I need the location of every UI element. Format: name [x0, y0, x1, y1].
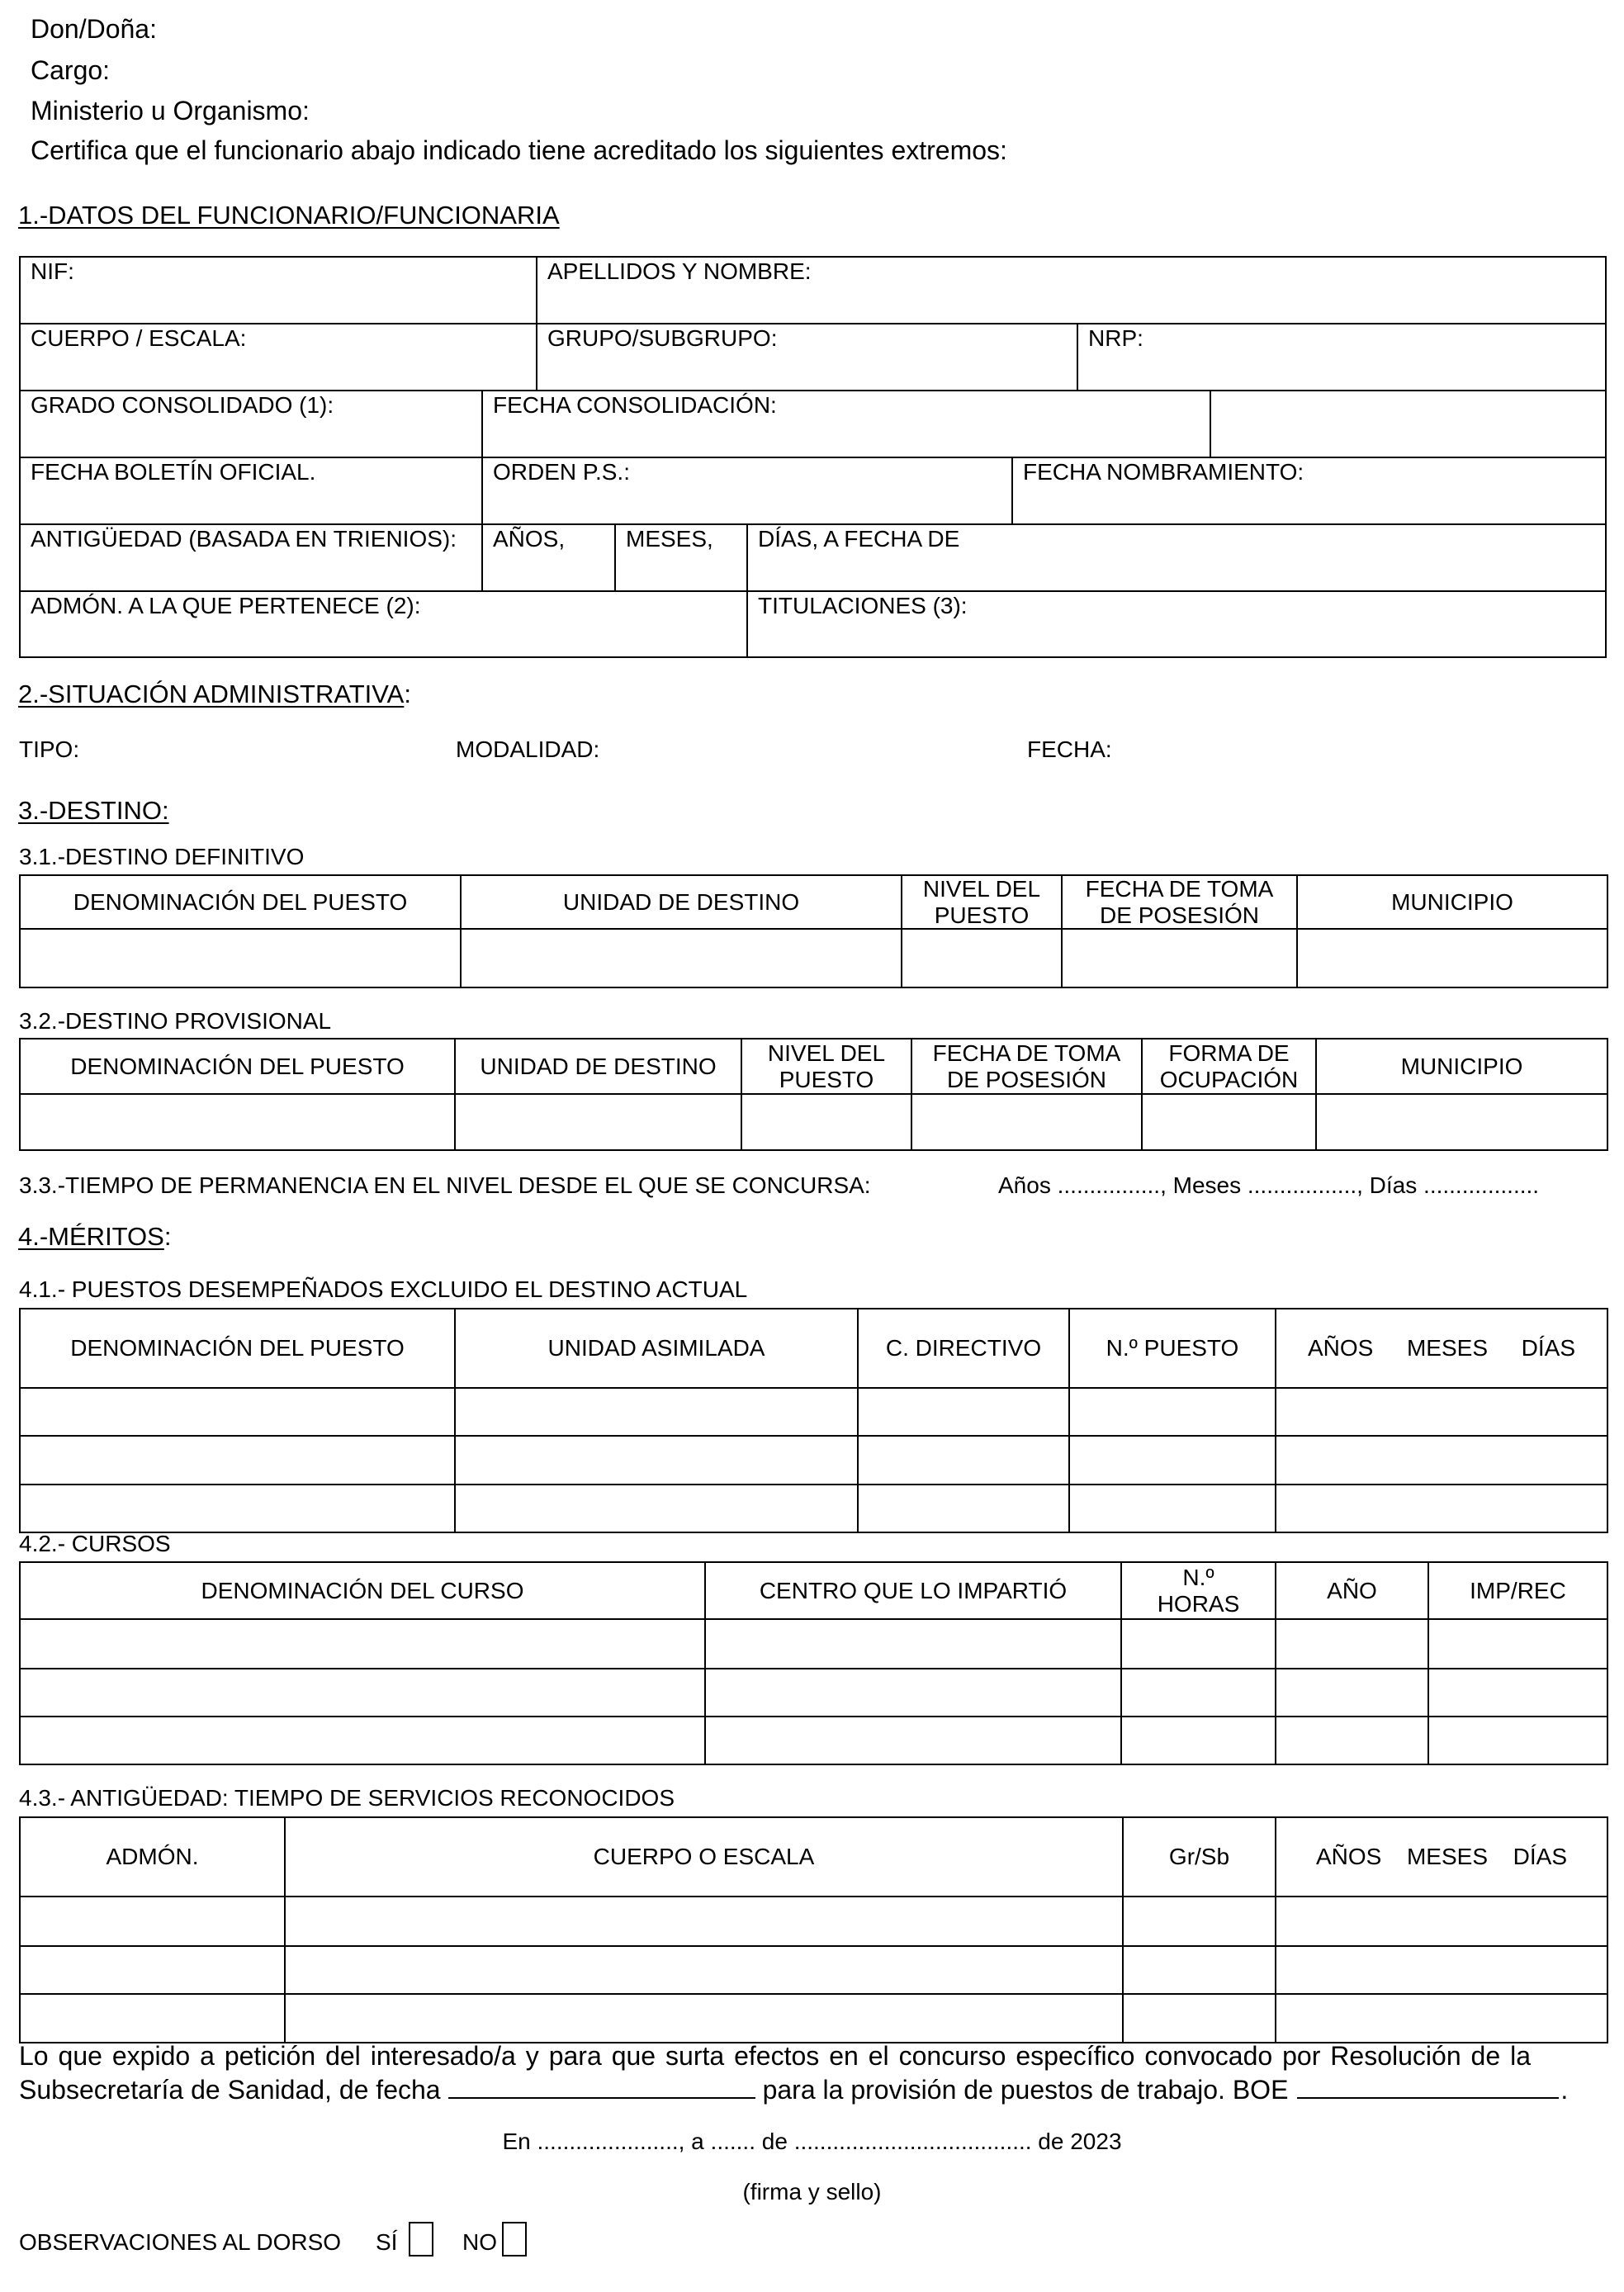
- orden-ps-field[interactable]: [481, 458, 1011, 523]
- dias-a-fecha-field[interactable]: [746, 525, 1605, 590]
- column-header: NIVEL DEL PUESTO: [741, 1039, 911, 1094]
- tipo-label: TIPO:: [19, 736, 80, 762]
- permanencia-label: 3.3.-TIEMPO DE PERMANENCIA EN EL NIVEL DESDE EL QUE SE CONCURSA:: [19, 1172, 871, 1198]
- titulaciones-label: TITULACIONES (3):: [758, 593, 968, 618]
- dias-a-fecha-label: DÍAS, A FECHA DE: [758, 526, 960, 552]
- closing-line-1: Lo que expido a petición del interesado/a y para que surta efectos en el concurso específico convocado por Resolución de la: [19, 2041, 1531, 2071]
- curso-ano-cell[interactable]: [1276, 1669, 1428, 1717]
- definitivo-nivel-cell[interactable]: [902, 929, 1062, 987]
- fecha-consolidacion-label: FECHA CONSOLIDACIÓN:: [493, 392, 777, 418]
- apellidos-nombre-field[interactable]: [536, 258, 1605, 323]
- puestos-label: 4.1.- PUESTOS DESEMPEÑADOS EXCLUIDO EL DESTINO ACTUAL: [19, 1276, 748, 1302]
- curso-centro-cell[interactable]: [705, 1669, 1121, 1717]
- servicio-tiempo-cell[interactable]: [1276, 1946, 1607, 1994]
- closing-line-2-middle: para la provisión de puestos de trabajo. BOE: [762, 2075, 1289, 2105]
- definitivo-unidad-cell[interactable]: [461, 929, 902, 987]
- curso-denominacion-cell[interactable]: [20, 1619, 705, 1669]
- permanencia-value[interactable]: Años ................, Meses ................., Días ..................: [998, 1172, 1540, 1198]
- section4-title-suffix: :: [163, 1222, 172, 1251]
- no-checkbox[interactable]: [502, 2222, 527, 2256]
- puesto-numero-cell[interactable]: [1069, 1436, 1276, 1485]
- destino-provisional-label: 3.2.-DESTINO PROVISIONAL: [19, 1008, 332, 1034]
- blank-field[interactable]: [1210, 391, 1605, 457]
- antiguedad-servicios-label: 4.3.- ANTIGÜEDAD: TIEMPO DE SERVICIOS RECONOCIDOS: [19, 1785, 675, 1811]
- cursos-label: 4.2.- CURSOS: [19, 1531, 171, 1556]
- puesto-numero-cell[interactable]: [1069, 1485, 1276, 1532]
- column-header-time: [1276, 1309, 1607, 1388]
- nrp-label: NRP:: [1088, 325, 1143, 351]
- servicio-grupo-cell[interactable]: [1123, 1994, 1276, 2043]
- definitivo-municipio-cell[interactable]: [1297, 929, 1607, 987]
- table-row: [20, 1094, 1607, 1150]
- column-header: IMP/REC: [1428, 1562, 1607, 1619]
- servicio-grupo-cell[interactable]: [1123, 1946, 1276, 1994]
- table-row: [21, 391, 1605, 458]
- section2-title: [18, 681, 411, 707]
- curso-imp-rec-cell[interactable]: [1428, 1669, 1607, 1717]
- servicio-cuerpo-cell[interactable]: [285, 1946, 1123, 1994]
- destino-definitivo-table: [19, 874, 1608, 988]
- curso-denominacion-cell[interactable]: [20, 1717, 705, 1764]
- closing-line-2: [19, 2077, 1568, 2103]
- dias-header: DÍAS: [1521, 1335, 1575, 1361]
- signature-label: (firma y sello): [742, 2179, 882, 2204]
- column-header: FECHA DE TOMA DE POSESIÓN: [911, 1039, 1142, 1094]
- fecha-nombramiento-label: FECHA NOMBRAMIENTO:: [1023, 459, 1304, 485]
- grado-consolidado-label: GRADO CONSOLIDADO (1):: [31, 392, 334, 418]
- certifica-statement: Certifica que el funcionario abajo indicado tiene acreditado los siguientes extremos:: [31, 135, 1007, 165]
- curso-horas-cell[interactable]: [1121, 1717, 1276, 1764]
- cursos-table: [19, 1561, 1608, 1765]
- servicio-admon-cell[interactable]: [20, 1897, 285, 1946]
- curso-imp-rec-cell[interactable]: [1428, 1619, 1607, 1669]
- si-label: SÍ: [376, 2229, 398, 2255]
- column-header: CENTRO QUE LO IMPARTIÓ: [705, 1562, 1121, 1619]
- cuerpo-escala-field[interactable]: [21, 324, 536, 390]
- modalidad-label: MODALIDAD:: [456, 736, 600, 762]
- table-row: [20, 1994, 1607, 2043]
- fecha-boletin-field[interactable]: [21, 458, 481, 523]
- puesto-tiempo-cell[interactable]: [1276, 1436, 1607, 1485]
- table-header-row: [20, 1817, 1607, 1897]
- anos-header: AÑOS: [1308, 1335, 1374, 1361]
- fecha-label: FECHA:: [1027, 736, 1112, 762]
- servicio-admon-cell[interactable]: [20, 1946, 285, 1994]
- antiguedad-label: ANTIGÜEDAD (BASADA EN TRIENIOS):: [31, 526, 457, 552]
- puesto-denominacion-cell[interactable]: [20, 1388, 455, 1436]
- section2-title-text: 2.-SITUACIÓN ADMINISTRATIVA: [18, 680, 405, 708]
- puesto-numero-cell[interactable]: [1069, 1388, 1276, 1436]
- destino-definitivo-label: 3.1.-DESTINO DEFINITIVO: [19, 844, 305, 869]
- table-row: [21, 258, 1605, 324]
- column-header: CUERPO O ESCALA: [285, 1817, 1123, 1897]
- curso-imp-rec-cell[interactable]: [1428, 1717, 1607, 1764]
- puesto-denominacion-cell[interactable]: [20, 1436, 455, 1485]
- table-row: [21, 458, 1605, 525]
- table-row: [20, 1485, 1607, 1532]
- antiguedad-servicios-table: [19, 1816, 1608, 2043]
- puesto-unidad-cell[interactable]: [455, 1436, 858, 1485]
- grado-consolidado-field[interactable]: [21, 391, 481, 457]
- ministerio-label: Ministerio u Organismo:: [31, 96, 310, 125]
- provisional-forma-ocupacion-cell[interactable]: [1142, 1094, 1316, 1150]
- column-header: DENOMINACIÓN DEL PUESTO: [20, 1309, 455, 1388]
- meses-field[interactable]: [614, 525, 746, 590]
- curso-ano-cell[interactable]: [1276, 1619, 1428, 1669]
- provisional-nivel-cell[interactable]: [741, 1094, 911, 1150]
- column-header: MUNICIPIO: [1316, 1039, 1607, 1094]
- table-row: [20, 1388, 1607, 1436]
- section1-title: [18, 202, 560, 228]
- column-header: N.º HORAS: [1121, 1562, 1276, 1619]
- curso-horas-cell[interactable]: [1121, 1669, 1276, 1717]
- puesto-denominacion-cell[interactable]: [20, 1485, 455, 1532]
- servicio-grupo-cell[interactable]: [1123, 1897, 1276, 1946]
- meses-header: MESES: [1406, 1844, 1489, 1870]
- anos-header: AÑOS: [1316, 1844, 1382, 1870]
- closing-line-2-end: .: [1560, 2075, 1569, 2105]
- boe-blank-field[interactable]: [1297, 2097, 1559, 2099]
- column-header: Gr/Sb: [1123, 1817, 1276, 1897]
- section4-title-text: 4.-MÉRITOS: [18, 1222, 164, 1251]
- table-row: [20, 929, 1607, 987]
- curso-centro-cell[interactable]: [705, 1619, 1121, 1669]
- table-header-row: [20, 1309, 1607, 1388]
- table-row: [20, 1717, 1607, 1764]
- nif-field[interactable]: [21, 258, 536, 323]
- column-header: N.º PUESTO: [1069, 1309, 1276, 1388]
- table-row: [21, 324, 1605, 391]
- column-header: DENOMINACIÓN DEL PUESTO: [20, 1039, 455, 1094]
- column-header: UNIDAD DE DESTINO: [455, 1039, 741, 1094]
- cuerpo-escala-label: CUERPO / ESCALA:: [31, 325, 247, 351]
- section3-title: [18, 798, 169, 823]
- apellidos-nombre-label: APELLIDOS Y NOMBRE:: [547, 258, 812, 284]
- section1-title-text: 1.-DATOS DEL FUNCIONARIO/FUNCIONARIA: [18, 201, 560, 230]
- no-label: NO: [462, 2229, 497, 2255]
- servicio-cuerpo-cell[interactable]: [285, 1994, 1123, 2043]
- provisional-unidad-cell[interactable]: [455, 1094, 741, 1150]
- table-row: [20, 1436, 1607, 1485]
- column-header: AÑO: [1276, 1562, 1428, 1619]
- table-row: [21, 592, 1605, 656]
- table-header-row: [20, 1562, 1607, 1619]
- definitivo-fecha-toma-cell[interactable]: [1062, 929, 1297, 987]
- admon-field[interactable]: [21, 592, 746, 656]
- column-header: C. DIRECTIVO: [858, 1309, 1069, 1388]
- meses-label: MESES,: [626, 526, 713, 552]
- don-dona-label: Don/Doña:: [31, 14, 157, 44]
- meses-header: MESES: [1406, 1335, 1489, 1361]
- cargo-label: Cargo:: [31, 55, 111, 85]
- observaciones-label: OBSERVACIONES AL DORSO: [19, 2229, 342, 2255]
- curso-denominacion-cell[interactable]: [20, 1669, 705, 1717]
- servicio-tiempo-cell[interactable]: [1276, 1994, 1607, 2043]
- fecha-consolidacion-field[interactable]: [481, 391, 1210, 457]
- nif-label: NIF:: [31, 258, 74, 284]
- antiguedad-field: [21, 525, 481, 590]
- grupo-subgrupo-label: GRUPO/SUBGRUPO:: [547, 325, 778, 351]
- admon-label: ADMÓN. A LA QUE PERTENECE (2):: [31, 593, 421, 618]
- curso-horas-cell[interactable]: [1121, 1619, 1276, 1669]
- table-row: [20, 1669, 1607, 1717]
- servicio-tiempo-cell[interactable]: [1276, 1897, 1607, 1946]
- column-header: UNIDAD DE DESTINO: [461, 875, 902, 929]
- place-date-line[interactable]: En ......................, a ....... de ..................................... de 2023: [502, 2129, 1122, 2154]
- column-header: MUNICIPIO: [1297, 875, 1607, 929]
- column-header: DENOMINACIÓN DEL CURSO: [20, 1562, 705, 1619]
- datos-funcionario-table: [19, 256, 1607, 658]
- nrp-field[interactable]: [1077, 324, 1605, 390]
- puesto-tiempo-cell[interactable]: [1276, 1388, 1607, 1436]
- dias-header: DÍAS: [1513, 1844, 1567, 1870]
- table-row: [20, 1897, 1607, 1946]
- table-row: [21, 525, 1605, 592]
- fecha-nombramiento-field[interactable]: [1011, 458, 1605, 523]
- section2-title-suffix: :: [404, 680, 411, 708]
- grupo-subgrupo-field[interactable]: [536, 324, 1077, 390]
- section3-title-text: 3.-DESTINO:: [18, 796, 169, 825]
- anos-field[interactable]: [481, 525, 614, 590]
- column-header: NIVEL DEL PUESTO: [902, 875, 1062, 929]
- si-checkbox[interactable]: [409, 2222, 433, 2256]
- puesto-tiempo-cell[interactable]: [1276, 1485, 1607, 1532]
- column-header: FORMA DE OCUPACIÓN: [1142, 1039, 1316, 1094]
- fecha-blank-field[interactable]: [448, 2097, 755, 2099]
- column-header: UNIDAD ASIMILADA: [455, 1309, 858, 1388]
- column-header: DENOMINACIÓN DEL PUESTO: [20, 875, 461, 929]
- servicio-cuerpo-cell[interactable]: [285, 1897, 1123, 1946]
- column-header: FECHA DE TOMA DE POSESIÓN: [1062, 875, 1297, 929]
- provisional-municipio-cell[interactable]: [1316, 1094, 1607, 1150]
- provisional-denominacion-cell[interactable]: [20, 1094, 455, 1150]
- table-header-row: [20, 875, 1607, 929]
- column-header: ADMÓN.: [20, 1817, 285, 1897]
- destino-provisional-table: [19, 1038, 1608, 1151]
- puesto-directivo-cell[interactable]: [858, 1388, 1069, 1436]
- closing-line-2-start: Subsecretaría de Sanidad, de fecha: [19, 2075, 441, 2105]
- fecha-boletin-label: FECHA BOLETÍN OFICIAL.: [31, 459, 316, 485]
- definitivo-denominacion-cell[interactable]: [20, 929, 461, 987]
- puesto-unidad-cell[interactable]: [455, 1485, 858, 1532]
- curso-centro-cell[interactable]: [705, 1717, 1121, 1764]
- orden-ps-label: ORDEN P.S.:: [493, 459, 630, 485]
- puesto-directivo-cell[interactable]: [858, 1436, 1069, 1485]
- puesto-directivo-cell[interactable]: [858, 1485, 1069, 1532]
- servicio-admon-cell[interactable]: [20, 1994, 285, 2043]
- puestos-table: [19, 1308, 1608, 1533]
- section4-title: [18, 1224, 171, 1249]
- anos-label: AÑOS,: [493, 526, 566, 552]
- titulaciones-field[interactable]: [746, 592, 1605, 656]
- puesto-unidad-cell[interactable]: [455, 1388, 858, 1436]
- table-row: [20, 1619, 1607, 1669]
- curso-ano-cell[interactable]: [1276, 1717, 1428, 1764]
- table-row: [20, 1946, 1607, 1994]
- provisional-fecha-toma-cell[interactable]: [911, 1094, 1142, 1150]
- table-header-row: [20, 1039, 1607, 1094]
- column-header-time: [1276, 1817, 1607, 1897]
